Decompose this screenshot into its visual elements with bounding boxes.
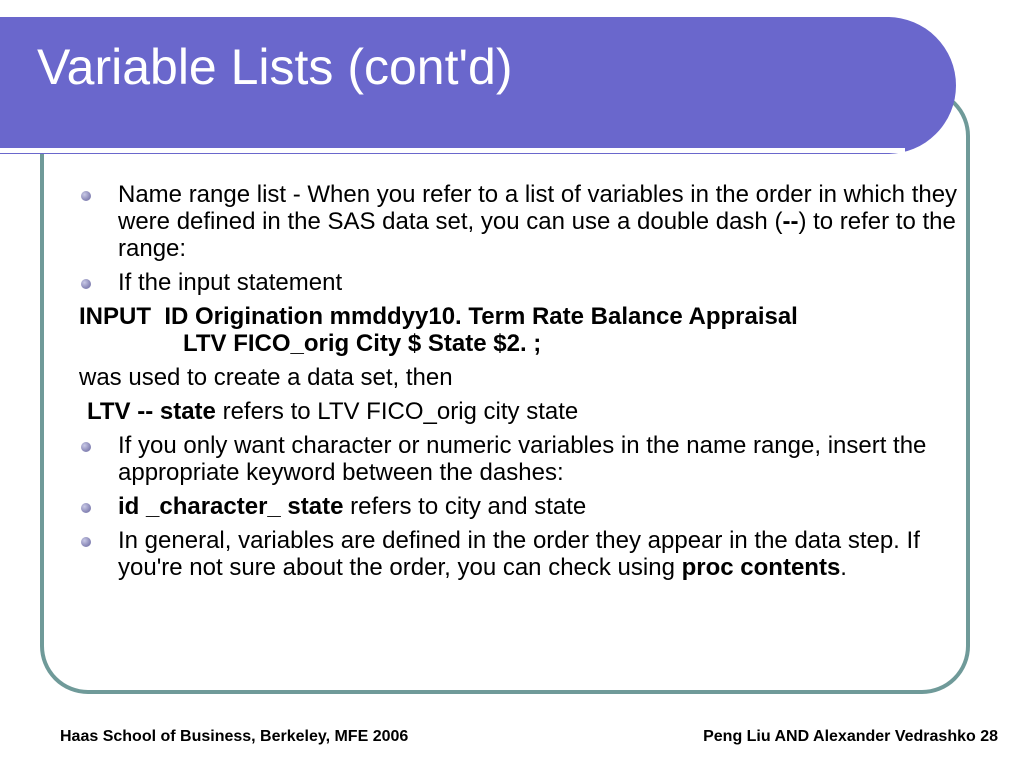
bullet-dot-icon <box>81 537 91 547</box>
bullet-order-general <box>79 527 959 581</box>
bullet-text: refers to city and state <box>343 493 587 520</box>
bullet-dot-icon <box>81 279 91 289</box>
bullet-character-example <box>79 493 959 520</box>
ltv-range-code: LTV -- state <box>87 398 216 425</box>
bullet-bold-text: id _character_ state <box>118 493 344 520</box>
ltv-range-text: refers to LTV FICO_orig city state <box>215 398 579 425</box>
ltv-range-line <box>79 398 959 425</box>
title-underline <box>0 148 905 153</box>
bullet-dot-icon <box>81 503 91 513</box>
bullet-character-numeric <box>79 432 959 486</box>
input-statement-code <box>79 303 959 357</box>
bullet-text: If the input statement <box>118 269 343 296</box>
footer-right: Peng Liu AND Alexander Vedrashko 28 <box>703 728 998 745</box>
bullet-bold-text: -- <box>782 208 799 235</box>
code-line: INPUT ID Origination mmddyy10. Term Rate Balance Appraisal <box>79 303 798 330</box>
bullet-text: Name range list - When you refer to a list of variables in the order in which they were defined in the SAS data set, you can use a double dash ( <box>118 181 958 235</box>
bullet-text: ) to refer to the range: <box>118 208 956 262</box>
footer-left: Haas School of Business, Berkeley, MFE 2006 <box>60 728 409 745</box>
code-line: LTV FICO_orig City $ State $2. ; <box>183 330 542 357</box>
bullet-input-statement <box>79 269 959 296</box>
bullet-text: . <box>840 554 847 581</box>
was-used-text: was used to create a data set, then <box>79 364 453 391</box>
bullet-text: If you only want character or numeric variables in the name range, insert the appropriate keyword between the dashes: <box>118 432 927 486</box>
slide-title: Variable Lists (cont'd) <box>37 39 513 95</box>
bullet-bold-text: proc contents <box>681 554 841 581</box>
bullet-name-range-list <box>79 181 959 262</box>
slide-body <box>79 181 959 588</box>
bullet-dot-icon <box>81 442 91 452</box>
bullet-dot-icon <box>81 191 91 201</box>
bullet-text: In general, variables are defined in the order they appear in the data step. If you're not sure about the order, you can check using <box>118 527 920 581</box>
